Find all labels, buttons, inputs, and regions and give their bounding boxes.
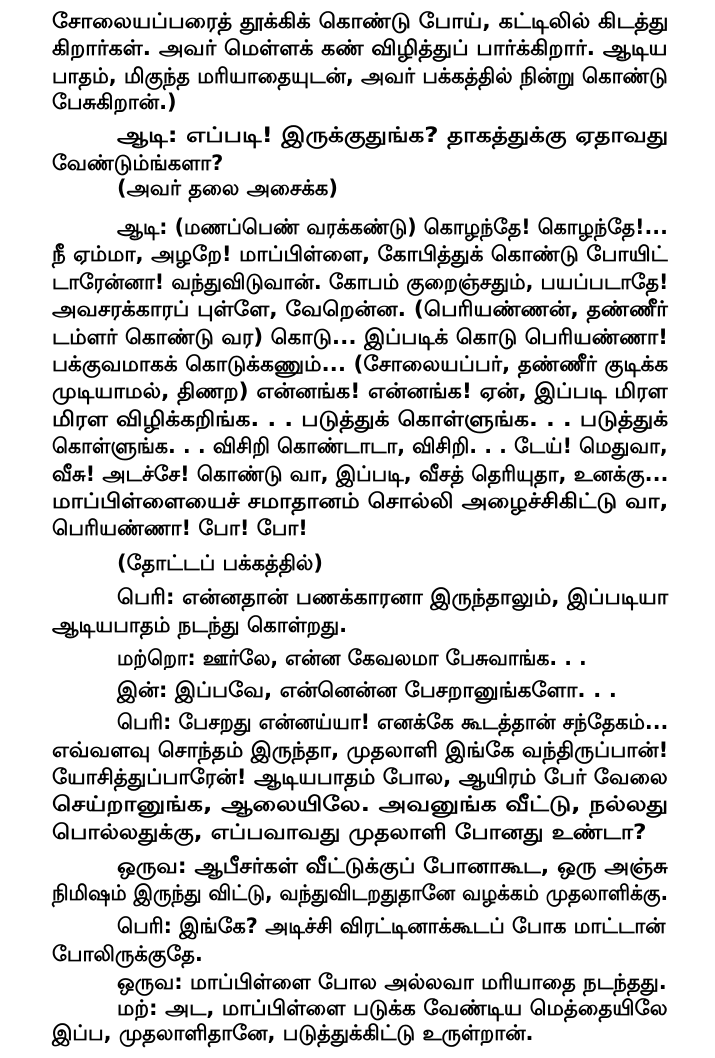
text-line: பொல்லதுக்கு, எப்பவாவது முதலாளி போனது உண்டா? [52,819,647,844]
text-line: வேண்டும்ங்களா? [52,150,224,175]
dialogue-line: ஆடி: (மணப்பெண் வரக்கண்டு) கொழந்தே! கொழந்தே!... [117,215,668,239]
text-line: கிறார்கள். அவர் மெள்ளக் கண் விழித்துப் பார்க்கிறார். ஆடிய [52,36,668,61]
text-line: நீ ஏம்மா, அழறே! மாப்பிள்ளை, கோபித்துக் கொண்டு போயிட் [52,242,668,267]
text-line: இப்ப, முதலாளிதானே, படுத்துக்கிட்டு உருள்றான். [52,1021,534,1045]
text-line: பேசுகிறான்.) [52,90,177,115]
text-line: நிமிஷம் இருந்து விட்டு, வந்துவிடறதுதானே வழக்கம் முதலாளிக்கு. [52,881,669,906]
text-line: எவ்வளவு சொந்தம் இருந்தா, முதலாளி இங்கே வந்திருப்பான்! [52,737,669,762]
text-line: யோசித்துப்பாரேன்! ஆடியபாதம் போல, ஆயிரம் பேர் வேலை [52,764,668,789]
text-line: அவசரக்காரப் புள்ளே, வேறென்ன. (பெரியண்ணன், தண்ணீர் [52,297,668,322]
text-line: டம்ளர் கொண்டு வர) கொடு... இப்படிக் கொடு பெரியண்ணா! [52,324,668,349]
text-line: முடியாமல், திணற) என்னங்க! என்னங்க! ஏன், இப்படி மிரள [52,379,668,404]
dialogue-line: ஒருவ: மாப்பிள்ளை போல அல்லவா மரியாதை நடந்தது. [117,970,667,994]
text-line: பாதம், மிகுந்த மரியாதையுடன், அவர் பக்கத்தில் நின்று கொண்டு [52,63,668,88]
text-line: போலிருக்குதே. [52,941,203,966]
text-line: ஆடியபாதம் நடந்து கொள்றது. [52,612,348,637]
dialogue-line: இன்: இப்பவே, என்னென்ன பேசறானுங்களோ. . . [117,678,617,702]
dialogue-line: பெரி: பேசறது என்னய்யா! எனக்கே கூடத்தான் சந்தேகம்... [117,710,669,735]
text-line: பக்குவமாகக் கொடுக்கணும்... (சோலையப்பர், தண்ணீர் குடிக்க [52,352,669,376]
dialogue-line: மற்றொ: ஊர்லே, என்ன கேவலமா பேசுவாங்க. . . [117,645,587,670]
text-line: வீசு! அடச்சே! கொண்டு வா, இப்படி, வீசத் தெரியுதா, உனக்கு... [52,461,669,486]
stage-direction: (அவர் தலை அசைக்க) [117,176,338,201]
text-line: டாரேன்னா! வந்துவிடுவான். கோபம் குறைஞ்சதும், பயப்படாதே! [52,269,669,294]
text-line: மாப்பிள்ளையைச் சமாதானம் சொல்லி அழைச்சிகிட்டு வா, [52,489,669,513]
text-line: பெரியண்ணா! போ! போ! [52,516,308,541]
stage-direction: (தோட்டப் பக்கத்தில்) [117,551,323,576]
text-line: செய்றானுங்க, ஆலையிலே. அவனுங்க வீட்டு, நல்லது [52,792,669,817]
dialogue-line: பெரி: இங்கே? அடிச்சி விரட்டினாக்கூடப் போக மாட்டான் [117,914,666,939]
dialogue-line: ஆடி: எப்படி! இருக்குதுங்க? தாகத்துக்கு ஏதாவது [117,123,669,148]
text-line: சோலையப்பரைத் தூக்கிக் கொண்டு போய், கட்டிலில் கிடத்து [52,9,669,33]
text-line: மிரள விழிக்கறிங்க. . . படுத்துக் கொள்ளுங்க. . . படுத்துக் [52,406,669,431]
dialogue-line: மற்: அட, மாப்பிள்ளை படுக்க வேண்டிய மெத்தையிலே [117,995,668,1020]
text-line: கொள்ளுங்க. . . விசிறி கொண்டாடா, விசிறி. . . டேய்! மெதுவா, [52,434,668,459]
dialogue-line: ஒருவ: ஆபீசர்கள் வீட்டுக்குப் போனாகூட, ஒரு அஞ்சு [117,853,668,878]
dialogue-line: பெரி: என்னதான் பணக்காரனா இருந்தாலும், இப்படியா [117,585,669,610]
